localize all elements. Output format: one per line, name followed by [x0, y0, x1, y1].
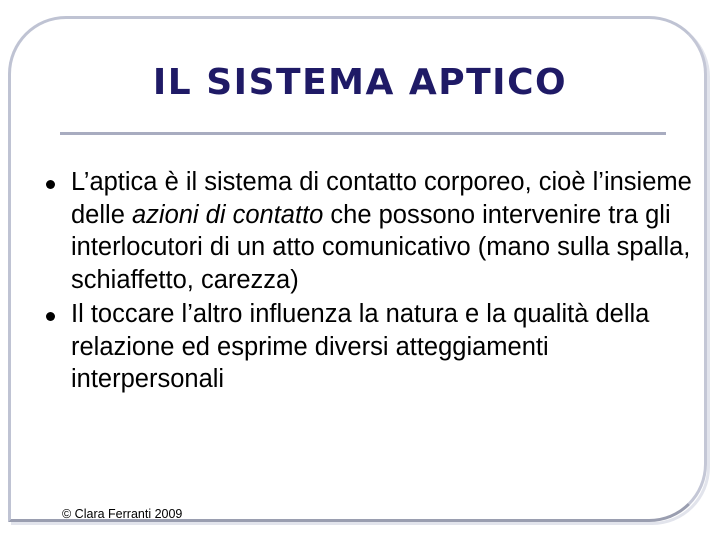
bullet-item-1: [42, 166, 707, 296]
bullet-item-2: [42, 298, 707, 396]
bullet-1-emphasis: azioni di contatto: [131, 200, 324, 229]
title-divider: [60, 132, 666, 135]
bullet-list: [42, 166, 707, 398]
copyright-footer: © Clara Ferranti 2009: [62, 507, 183, 521]
bullet-1-term: L’aptica: [71, 168, 158, 196]
bullet-2-text: Il toccare l’altro influenza la natura e la qualità della relazione ed esprime diversi atteggiamenti interpersonali: [71, 300, 650, 393]
slide-title: IL SISTEMA APTICO: [152, 62, 568, 103]
bullet-1-part-2: è il sistema di contatto corporeo, cioè l’insieme delle: [71, 168, 692, 229]
bullet-1-text: [71, 168, 692, 294]
bullet-dot-icon: [46, 180, 55, 189]
bullet-1-part-4: che possono intervenire tra gli interlocutori di un atto comunicativo (mano sulla spalla, schiaffetto, carezza): [71, 200, 691, 294]
bullet-dot-icon: [46, 312, 55, 321]
